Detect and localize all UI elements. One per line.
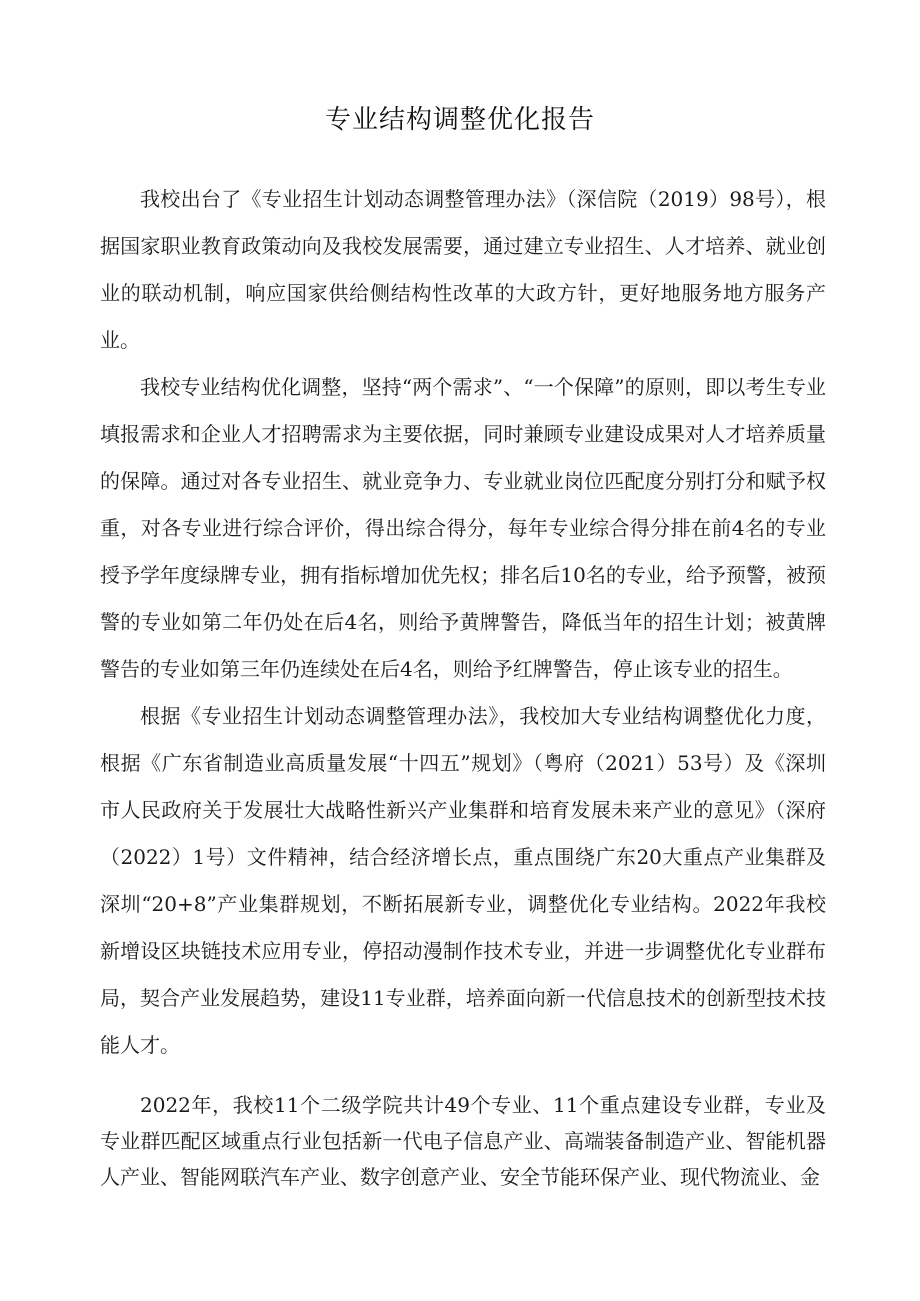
paragraph-2022-summary: 2022年，我校11个二级学院共计49个专业、11个重点建设专业群，专业及专业群匹配区域重点行业包括新一代电子信息产业、高端装备制造产业、智能机器人产业、智能网联汽车产业、数字创意产业、安全节能环保产业、现代物流业、金 [100,1093,826,1189]
paragraph-adjustment: 根据《专业招生计划动态调整管理办法》，我校加大专业结构调整优化力度，根据《广东省制造业高质量发展“十四五”规划》（粤府（2021）53号）及《深圳市人民政府关于发展壮大战略性新兴产业集群和培育发展未来产业的意见》（深府（2022）1号）文件精神，结合经济增长点，重点围绕广东20大重点产业集群及深圳“20+8”产业集群规划，不断拓展新专业，调整优化专业结构。2022年我校新增设区块链技术应用专业，停招动漫制作技术专业，并进一步调整优化专业群布局，契合产业发展趋势，建设11专业群，培养面向新一代信息技术的创新型技术技能人才。 [100,704,826,1057]
paragraph-principles: 我校专业结构优化调整，坚持“两个需求”、“一个保障”的原则，即以考生专业填报需求和企业人才招聘需求为主要依据，同时兼顾专业建设成果对人才培养质量的保障。通过对各专业招生、就业竞争力、专业就业岗位匹配度分别打分和赋予权重，对各专业进行综合评价，得出综合得分，每年专业综合得分排在前4名的专业授予学年度绿牌专业，拥有指标增加优先权；排名后10名的专业，给予预警，被预警的专业如第二年仍处在后4名，则给予黄牌警告，降低当年的招生计划；被黄牌警告的专业如第三年仍连续处在后4名，则给予红牌警告，停止该专业的招生。 [100,375,826,681]
document-title: 专业结构调整优化报告 [324,105,595,135]
paragraph-policy: 我校出台了《专业招生计划动态调整管理办法》（深信院（2019）98号），根据国家职业教育政策动向及我校发展需要，通过建立专业招生、人才培养、就业创业的联动机制，响应国家供给侧结构性改革的大政方针，更好地服务地方服务产业。 [100,187,826,352]
document-body [100,176,826,1195]
